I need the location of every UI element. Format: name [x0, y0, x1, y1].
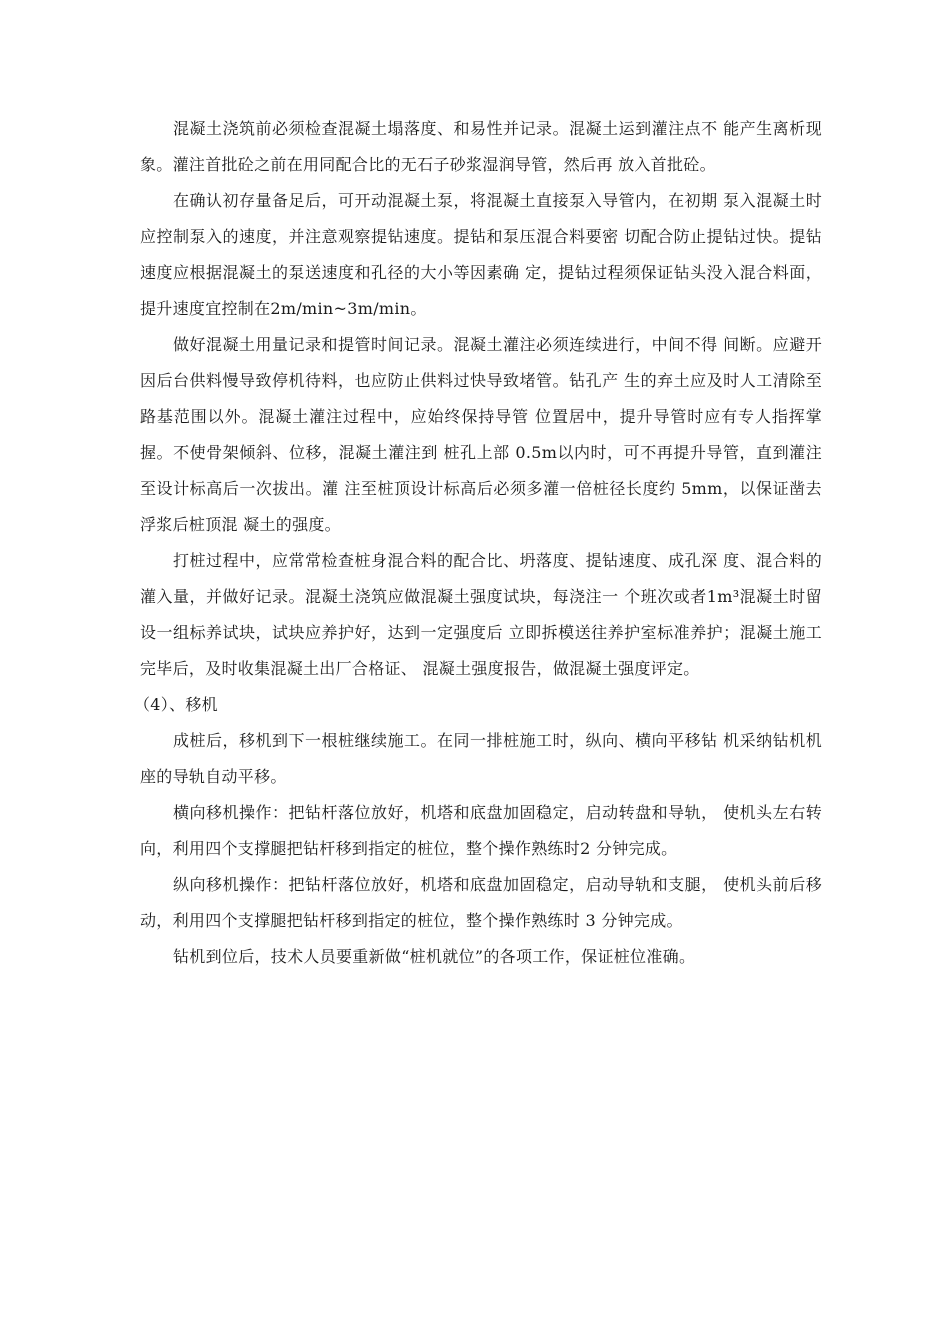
document-body: [134, 111, 822, 975]
paragraph-piling-inspection: 打桩过程中，应常常检查桩身混合料的配合比、坍落度、提钻速度、成孔深 度、混合料的灌入量，并做好记录。混凝土浇筑应做混凝土强度试块，每浇注一 个班次或者1m³混凝土时留设一组标养试块，试块应养护好，达到一定强度后 立即拆模送往养护室标准养护；混凝土施工完毕后，及时收集混凝土出厂合格证、 混凝土强度报告，做混凝土强度评定。: [140, 551, 822, 678]
paragraph-rig-in-place: 钻机到位后，技术人员要重新做“桩机就位”的各项工作，保证桩位准确。: [173, 947, 696, 966]
paragraph-longitudinal-move: 纵向移机操作：把钻杆落位放好，机塔和底盘加固稳定，启动导轨和支腿， 使机头前后移动，利用四个支撑腿把钻杆移到指定的桩位，整个操作熟练时 3 分钟完成。: [140, 875, 822, 930]
paragraph-pouring-record: 做好混凝土用量记录和提管时间记录。混凝土灌注必须连续进行，中间不得 间断。应避开因后台供料慢导致停机待料，也应防止供料过快导致堵管。钻孔产 生的弃土应及时人工清除至路基范围以外。混凝土灌注过程中，应始终保持导管 位置居中，提升导管时应有专人指挥掌握。不使骨架倾斜、位移，混凝土灌注到 桩孔上部 0.5m以内时，可不再提升导管，直到灌注至设计标高后一次拔出。灌 注至桩顶设计标高后必须多灌一倍桩径长度约 5mm，以保证凿去浮浆后桩顶混 凝土的强度。: [140, 335, 822, 534]
paragraph-concrete-check: 混凝土浇筑前必须检查混凝土塌落度、和易性并记录。混凝土运到灌注点不 能产生离析现象。灌注首批砼之前在用同配合比的无石子砂浆湿润导管，然后再 放入首批砼。: [140, 119, 822, 174]
section-heading-move-machine: （4）、移机: [134, 695, 218, 714]
paragraph-after-pile: 成桩后，移机到下一根桩继续施工。在同一排桩施工时，纵向、横向平移钻 机采纳钻机机座的导轨自动平移。: [140, 731, 822, 786]
paragraph-lateral-move: 横向移机操作：把钻杆落位放好，机塔和底盘加固稳定，启动转盘和导轨， 使机头左右转向，利用四个支撑腿把钻杆移到指定的桩位，整个操作熟练时2 分钟完成。: [140, 803, 822, 858]
paragraph-pump-concrete: 在确认初存量备足后，可开动混凝土泵，将混凝土直接泵入导管内，在初期 泵入混凝土时应控制泵入的速度，并注意观察提钻速度。提钻和泵压混合料要密 切配合防止提钻过快。提钻速度应根据混凝土的泵送速度和孔径的大小等因素确 定，提钻过程须保证钻头没入混合料面，提升速度宜控制在2m/min~3m/min。: [140, 191, 822, 318]
